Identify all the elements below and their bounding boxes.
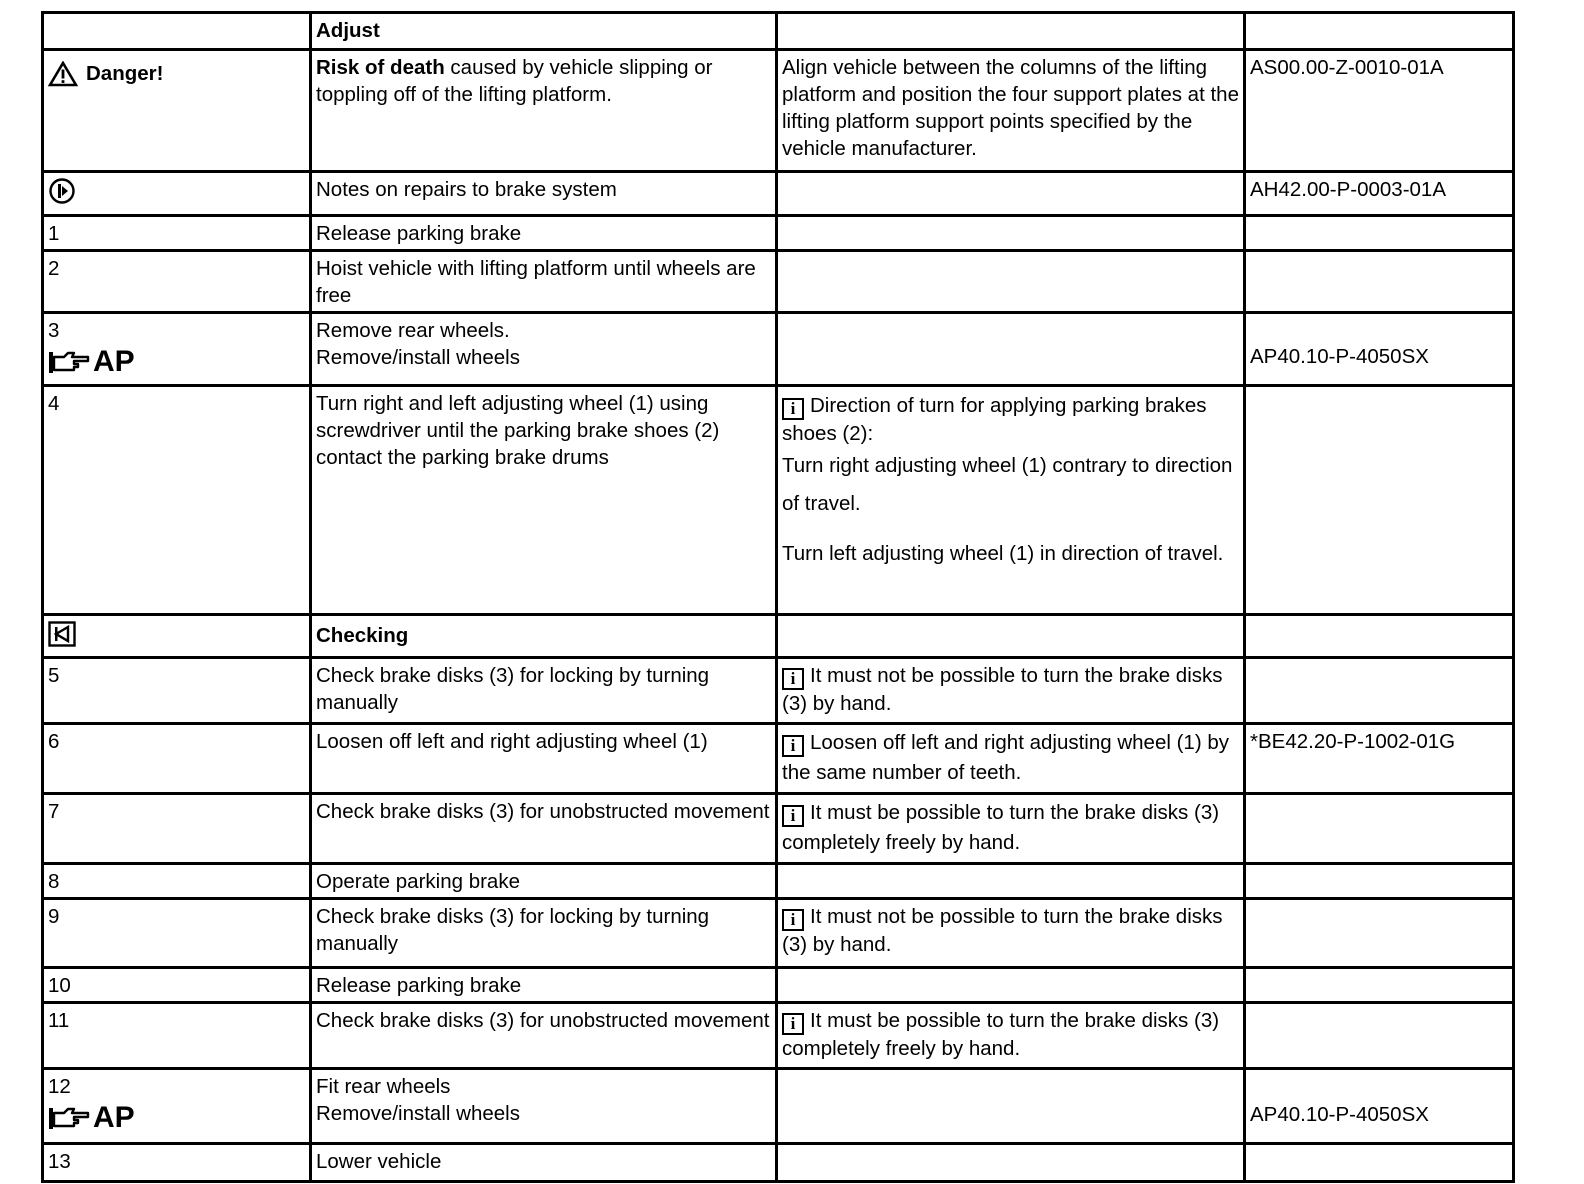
step-number: [43, 386, 311, 615]
danger-label: Danger!: [86, 62, 164, 85]
note-cell: [777, 658, 1245, 724]
note-cell: [777, 251, 1245, 313]
table-row: [43, 251, 1514, 313]
note-text: Align vehicle between the columns of the lifting platform and position the four support plates at the lifting platform support points specified by the vehicle manufacturer.: [782, 56, 1239, 160]
step-num: 9: [48, 905, 60, 928]
step-cell: [43, 13, 311, 50]
note-cell: [777, 968, 1245, 1003]
step-num: 6: [48, 730, 60, 753]
table-row: [43, 864, 1514, 899]
step-text: [311, 968, 777, 1003]
step-number: [43, 1003, 311, 1069]
ref-cell: [1245, 724, 1514, 794]
note-cell: [777, 1003, 1245, 1069]
ref-cell: [1245, 216, 1514, 251]
section-heading-checking: Checking: [316, 624, 409, 647]
ref-cell: [1245, 794, 1514, 864]
ref-cell: [1245, 251, 1514, 313]
section-heading-adjust: Adjust: [316, 19, 380, 42]
note-text-2: Turn right adjusting wheel (1) contrary to direction of travel.: [782, 454, 1233, 515]
note-cell: [777, 615, 1245, 658]
risk-text: caused by vehicle slipping or toppling off of the lifting platform.: [316, 56, 713, 106]
ref-cell: [1245, 658, 1514, 724]
ref-cell: [1245, 615, 1514, 658]
note-text: It must be possible to turn the brake disks (3) completely freely by hand.: [782, 801, 1220, 854]
warning-triangle-icon: [48, 61, 78, 87]
note-cell: [777, 216, 1245, 251]
table-row: [43, 658, 1514, 724]
info-icon: i: [782, 398, 804, 420]
step-label: Check brake disks (3) for locking by turning manually: [316, 905, 710, 955]
step-sublabel: Remove/install wheels: [316, 1102, 520, 1125]
step-label: Release parking brake: [316, 222, 522, 245]
note-text: Loosen off left and right adjusting wheel (1) by the same number of teeth.: [782, 731, 1229, 784]
step-number: [43, 724, 311, 794]
note-cell: [777, 724, 1245, 794]
step-label: Loosen off left and right adjusting wheel (1): [316, 730, 708, 753]
note-text: Direction of turn for applying parking brakes shoes (2):: [782, 394, 1207, 445]
step-text: [311, 13, 777, 50]
ap-label: AP: [93, 1101, 135, 1134]
ref-cell: [1245, 13, 1514, 50]
step-label: Turn right and left adjusting wheel (1) using screwdriver until the parking brake shoes (2) contact the parking brake drums: [316, 392, 720, 469]
step-num: 1: [48, 222, 60, 245]
step-num: 10: [48, 974, 71, 997]
step-text: [311, 1069, 777, 1144]
step-label: Check brake disks (3) for unobstructed movement: [316, 800, 770, 823]
step-number: [43, 1144, 311, 1182]
step-number: [43, 794, 311, 864]
step-number: [43, 968, 311, 1003]
danger-badge: [48, 60, 163, 87]
step-number: [43, 864, 311, 899]
procedure-table: [41, 11, 1515, 1183]
step-cell: [43, 172, 311, 216]
step-number: [43, 658, 311, 724]
table-row: [43, 794, 1514, 864]
note-cell: [777, 1144, 1245, 1182]
step-number: [43, 251, 311, 313]
ref-cell: [1245, 1003, 1514, 1069]
step-text: [311, 1144, 777, 1182]
step-number: [43, 216, 311, 251]
ref-cell: [1245, 50, 1514, 172]
table-row: [43, 1069, 1514, 1144]
note-text: It must not be possible to turn the brake disks (3) by hand.: [782, 905, 1223, 956]
step-label: Fit rear wheels: [316, 1075, 451, 1098]
step-label: Release parking brake: [316, 974, 522, 997]
back-arrow-box-icon: [48, 621, 76, 647]
table-row: [43, 13, 1514, 50]
step-num: 7: [48, 800, 60, 823]
step-num: 2: [48, 257, 60, 280]
step-text: [311, 658, 777, 724]
step-label: Check brake disks (3) for locking by turning manually: [316, 664, 710, 714]
step-text: [311, 313, 777, 386]
note-cell: [777, 172, 1245, 216]
note-cell: [777, 899, 1245, 968]
ref-cell: [1245, 313, 1514, 386]
note-text: It must not be possible to turn the brake disks (3) by hand.: [782, 664, 1223, 715]
reference-link[interactable]: AP40.10-P-4050SX: [1250, 345, 1429, 368]
note-text-3: Turn left adjusting wheel (1) in direction of travel.: [782, 542, 1224, 565]
step-num: 3: [48, 319, 60, 342]
ref-cell: [1245, 1144, 1514, 1182]
step-text: [311, 899, 777, 968]
note-text: It must be possible to turn the brake disks (3) completely freely by hand.: [782, 1009, 1220, 1060]
step-number: [43, 1069, 311, 1144]
step-text: [311, 172, 777, 216]
table-row: [43, 899, 1514, 968]
table-row: [43, 1144, 1514, 1182]
ap-label: AP: [93, 345, 135, 378]
ref-cell: [1245, 172, 1514, 216]
step-number: [43, 899, 311, 968]
pointing-hand-icon: [48, 349, 90, 375]
step-cell: [43, 615, 311, 658]
step-cell: [43, 50, 311, 172]
step-text: [311, 251, 777, 313]
step-text: [311, 386, 777, 615]
table-row: [43, 615, 1514, 658]
ref-cell: [1245, 386, 1514, 615]
table-row: [43, 1003, 1514, 1069]
step-num: 13: [48, 1150, 71, 1173]
ref-cell: [1245, 864, 1514, 899]
step-label: Hoist vehicle with lifting platform until wheels are free: [316, 257, 756, 307]
ap-reference[interactable]: [48, 346, 135, 378]
info-icon: i: [782, 668, 804, 690]
step-text: [311, 615, 777, 658]
step-text: [311, 216, 777, 251]
note-cell: [777, 1069, 1245, 1144]
step-num: 12: [48, 1075, 71, 1098]
reference-link[interactable]: *BE42.20-P-1002-01G: [1250, 730, 1456, 753]
step-label: Remove rear wheels.: [316, 319, 510, 342]
info-icon: i: [782, 735, 804, 757]
step-text: [311, 50, 777, 172]
note-cell: [777, 313, 1245, 386]
step-num: 8: [48, 870, 60, 893]
reference-link[interactable]: AP40.10-P-4050SX: [1250, 1103, 1429, 1126]
step-label: Lower vehicle: [316, 1150, 442, 1173]
reference-link[interactable]: AH42.00-P-0003-01A: [1250, 178, 1447, 201]
note-cell: [777, 864, 1245, 899]
note-cell: [777, 386, 1245, 615]
pointing-hand-icon: [48, 1105, 90, 1131]
ref-cell: [1245, 968, 1514, 1003]
table-row: [43, 724, 1514, 794]
step-text: [311, 864, 777, 899]
step-text: [311, 794, 777, 864]
table-row: [43, 50, 1514, 172]
table-row: [43, 386, 1514, 615]
table-row: [43, 313, 1514, 386]
note-cell: [777, 13, 1245, 50]
step-label: Operate parking brake: [316, 870, 520, 893]
table-row: [43, 216, 1514, 251]
ap-reference[interactable]: [48, 1102, 135, 1134]
ref-cell: [1245, 899, 1514, 968]
step-label: Check brake disks (3) for unobstructed movement: [316, 1009, 770, 1032]
ref-cell: [1245, 1069, 1514, 1144]
risk-title: Risk of death: [316, 56, 445, 79]
note-cell: [777, 794, 1245, 864]
notes-circle-icon: [48, 177, 76, 205]
note-cell: [777, 50, 1245, 172]
step-text: [311, 724, 777, 794]
step-num: 4: [48, 392, 60, 415]
info-icon: i: [782, 805, 804, 827]
step-label: Notes on repairs to brake system: [316, 178, 617, 201]
step-num: 11: [48, 1009, 70, 1032]
step-num: 5: [48, 664, 60, 687]
info-icon: i: [782, 909, 804, 931]
table-row: [43, 968, 1514, 1003]
reference-link[interactable]: AS00.00-Z-0010-01A: [1250, 56, 1444, 79]
info-icon: i: [782, 1013, 804, 1035]
step-number: [43, 313, 311, 386]
table-row: [43, 172, 1514, 216]
step-text: [311, 1003, 777, 1069]
step-sublabel: Remove/install wheels: [316, 346, 520, 369]
